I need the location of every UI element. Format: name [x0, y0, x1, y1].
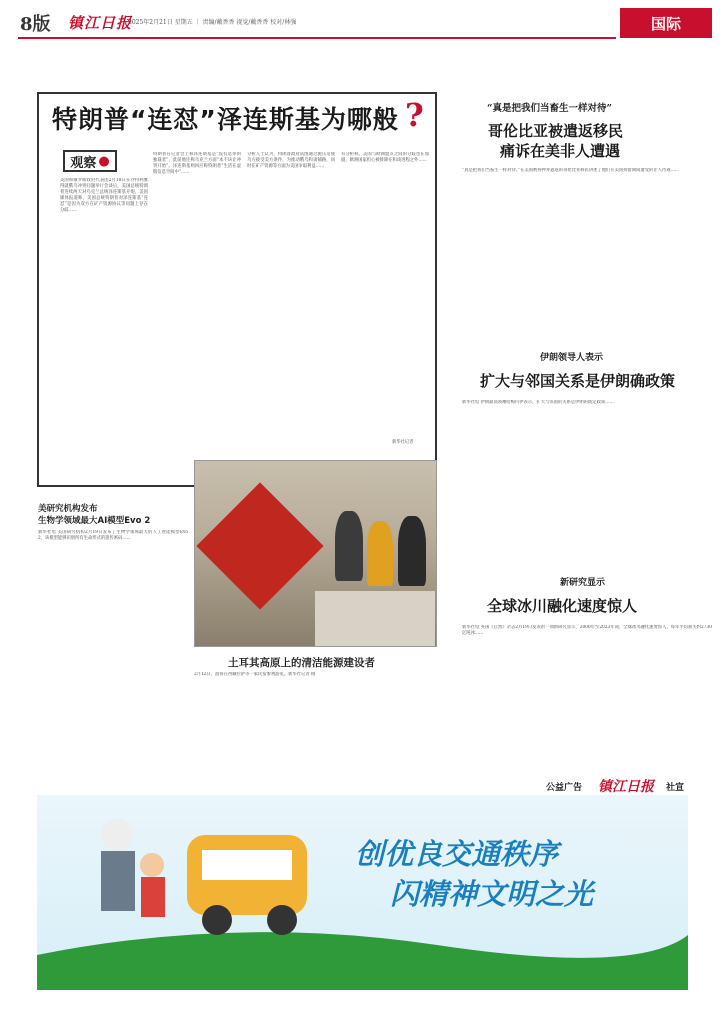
- glacier-article-kicker: 新研究显示: [560, 578, 606, 588]
- ai-article-title-line1: 美研究机构发布: [38, 504, 98, 514]
- fu-decoration: [196, 482, 323, 609]
- main-article-title: 特朗普“连怼”泽连斯基为哪般: [52, 105, 399, 134]
- iran-article-kicker: 伊朗领导人表示: [540, 353, 604, 363]
- main-article-col-2: 特朗普在记者会上称泽连斯基是“没有选举的独裁者”，此前他还称乌克兰方面“本不该让冲突开始”。泽连斯基则回应称特朗普“生活在虚假信息空间中”……: [153, 152, 241, 175]
- child-head: [140, 853, 164, 877]
- grass-shape: [37, 932, 688, 990]
- photo-caption: 2月12日，游客在西藏拉萨市一家民宿参观游览。新华社记者 摄: [194, 672, 316, 677]
- iran-article-body: 新华社电 伊朗最高领袖哈梅内伊表示，扩大与邻国的关系是伊朗的既定政策……: [462, 400, 614, 405]
- photo-table: [315, 591, 435, 647]
- ad-slogan-line1: 创优良交通秩序: [355, 837, 559, 871]
- taxi-wheel: [267, 905, 297, 935]
- ai-article-title-line2: 生物学领域最大AI模型Evo 2: [38, 516, 151, 526]
- main-article-col-4: 有分析称，美国与欧洲盟友之间的分歧也在加剧，欧洲国家担心被排除在和谈进程之外……: [341, 152, 429, 163]
- ad-label: 公益广告: [546, 783, 583, 793]
- taxi-window: [202, 850, 292, 880]
- child-body: [141, 877, 165, 917]
- section-badge: 国际: [620, 8, 712, 38]
- issue-meta: 2025年2月21日 星期五 ｜ 责编/戴香香 视觉/戴香香 校对/林强: [128, 19, 297, 26]
- photo-person: [398, 516, 426, 586]
- page-number: 8版: [20, 14, 51, 35]
- photo-article-title: 土耳其高原上的清洁能源建设者: [228, 657, 375, 669]
- iran-article-title: 扩大与邻国关系是伊朗确政策: [480, 372, 676, 390]
- colombia-article-body: “真是把我们当畜生一样对待。”在美国被拘押并遣返的哥伦比亚移民讲述了他们在美国拘留期间遭受的非人待遇……: [462, 168, 680, 173]
- elderly-person-body: [101, 851, 135, 911]
- newspaper-logo: 镇江日报: [68, 14, 133, 32]
- ai-article-body: 新华社电 美国研究机构2月19日发布了生物学领域最大的人工智能模型Evo 2，该模型能够识别所有生命形式的遗传密码……: [38, 530, 188, 541]
- colombia-article-title-line1: 哥伦比亚被遣返移民: [488, 122, 624, 140]
- taxi-wheel: [202, 905, 232, 935]
- ad-newspaper-logo: 镇江日报: [598, 779, 654, 795]
- colombia-article-kicker: “真是把我们当畜生一样对待”: [487, 103, 612, 114]
- main-article-col-1: 美国和俄罗斯政府代表团2月18日在沙特利雅得就俄乌冲突问题举行会谈后，美国总统特朗普连续两天对乌克兰总统泽连斯基开炮，美国媒体报道称，美国总统特朗普对泽连斯基“连怼”是因为双方在矿产资源协议等问题上存在分歧……: [60, 178, 148, 213]
- photo-person: [335, 511, 363, 581]
- main-article-col-3: 分析人士认为，特朗普政府试图通过施压迫使乌方接受美方条件，为推动俄乌和谈铺路，同时在矿产资源等方面为美国争取利益……: [247, 152, 335, 169]
- observe-tag-label: 观察: [70, 155, 97, 171]
- main-article-author: 新华社记者: [392, 440, 414, 445]
- title-question-mark: ?: [405, 96, 424, 134]
- ad-slogan-line2: 闪精神文明之光: [390, 877, 594, 911]
- glacier-article-body: 新华社电 英国《自然》杂志2月19日发表的一项新研究显示，2000年至2023年间，全球冰川融化速度惊人，每年平均损失约2730亿吨冰……: [462, 625, 712, 636]
- header-rule: [18, 37, 616, 39]
- colombia-article-title-line2: 痛诉在美非人遭遇: [500, 142, 621, 160]
- photo-person: [367, 521, 393, 586]
- tag-dot-icon: ●: [98, 153, 110, 169]
- glacier-article-title: 全球冰川融化速度惊人: [487, 597, 638, 615]
- news-photo: [194, 460, 437, 647]
- observe-tag: [63, 150, 117, 172]
- ad-org: 社宣: [666, 783, 685, 793]
- elderly-person-head: [101, 819, 133, 851]
